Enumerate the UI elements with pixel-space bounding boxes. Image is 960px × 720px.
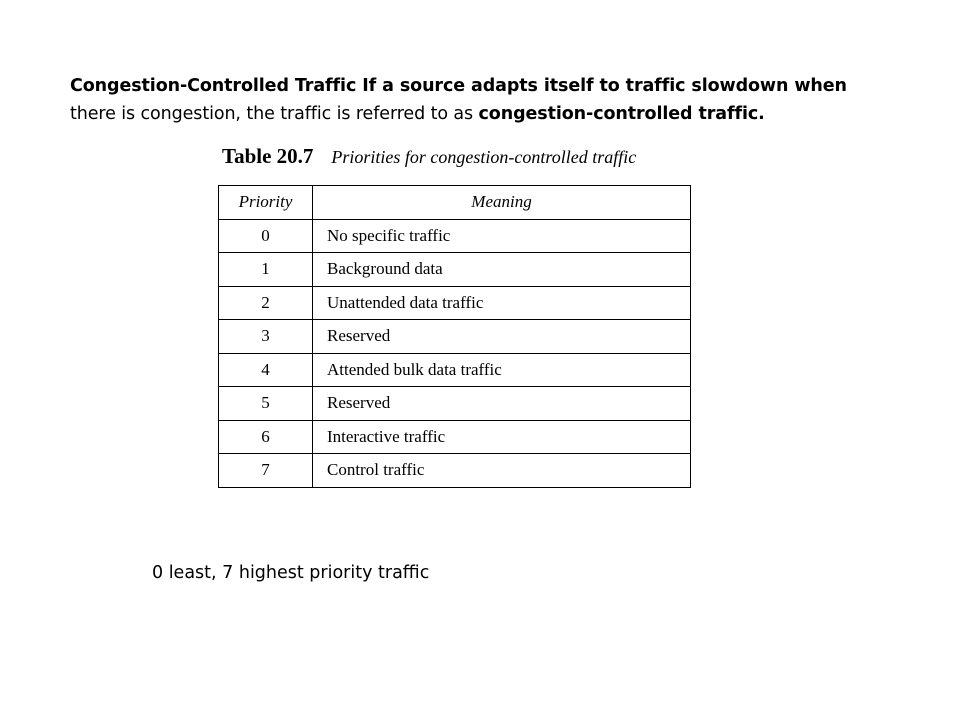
meaning-cell: Background data [313, 253, 691, 287]
priority-cell: 3 [219, 320, 313, 354]
header-meaning: Meaning [313, 186, 691, 220]
meaning-cell: Control traffic [313, 454, 691, 488]
table-row [219, 253, 691, 287]
intro-text: there is congestion, the traffic is referred to as [70, 104, 479, 124]
table-row [219, 454, 691, 488]
meaning-cell: Attended bulk data traffic [313, 353, 691, 387]
intro-bold-term: congestion-controlled traffic. [478, 104, 765, 124]
table-number: Table 20.7 [222, 144, 314, 168]
header-priority: Priority [219, 186, 313, 220]
meaning-cell: Unattended data traffic [313, 286, 691, 320]
meaning-cell: Reserved [313, 320, 691, 354]
priority-cell: 5 [219, 387, 313, 421]
table-header-row [219, 186, 691, 220]
table-row [219, 387, 691, 421]
footer-note: 0 least, 7 highest priority traffic [152, 563, 430, 583]
meaning-cell: No specific traffic [313, 219, 691, 253]
priority-cell: 1 [219, 253, 313, 287]
priority-cell: 0 [219, 219, 313, 253]
table-caption [222, 144, 636, 169]
table-row [219, 219, 691, 253]
meaning-cell: Interactive traffic [313, 420, 691, 454]
priority-cell: 4 [219, 353, 313, 387]
priority-cell: 7 [219, 454, 313, 488]
table-row [219, 420, 691, 454]
table-row [219, 320, 691, 354]
priority-table [218, 185, 691, 488]
priority-cell: 2 [219, 286, 313, 320]
intro-bold-lead: Congestion-Controlled Traffic If a source adapts itself to traffic slowdown when [70, 76, 847, 96]
table-row [219, 286, 691, 320]
table-row [219, 353, 691, 387]
table-title: Priorities for congestion-controlled traffic [331, 147, 637, 167]
priority-cell: 6 [219, 420, 313, 454]
intro-paragraph [70, 72, 930, 128]
meaning-cell: Reserved [313, 387, 691, 421]
